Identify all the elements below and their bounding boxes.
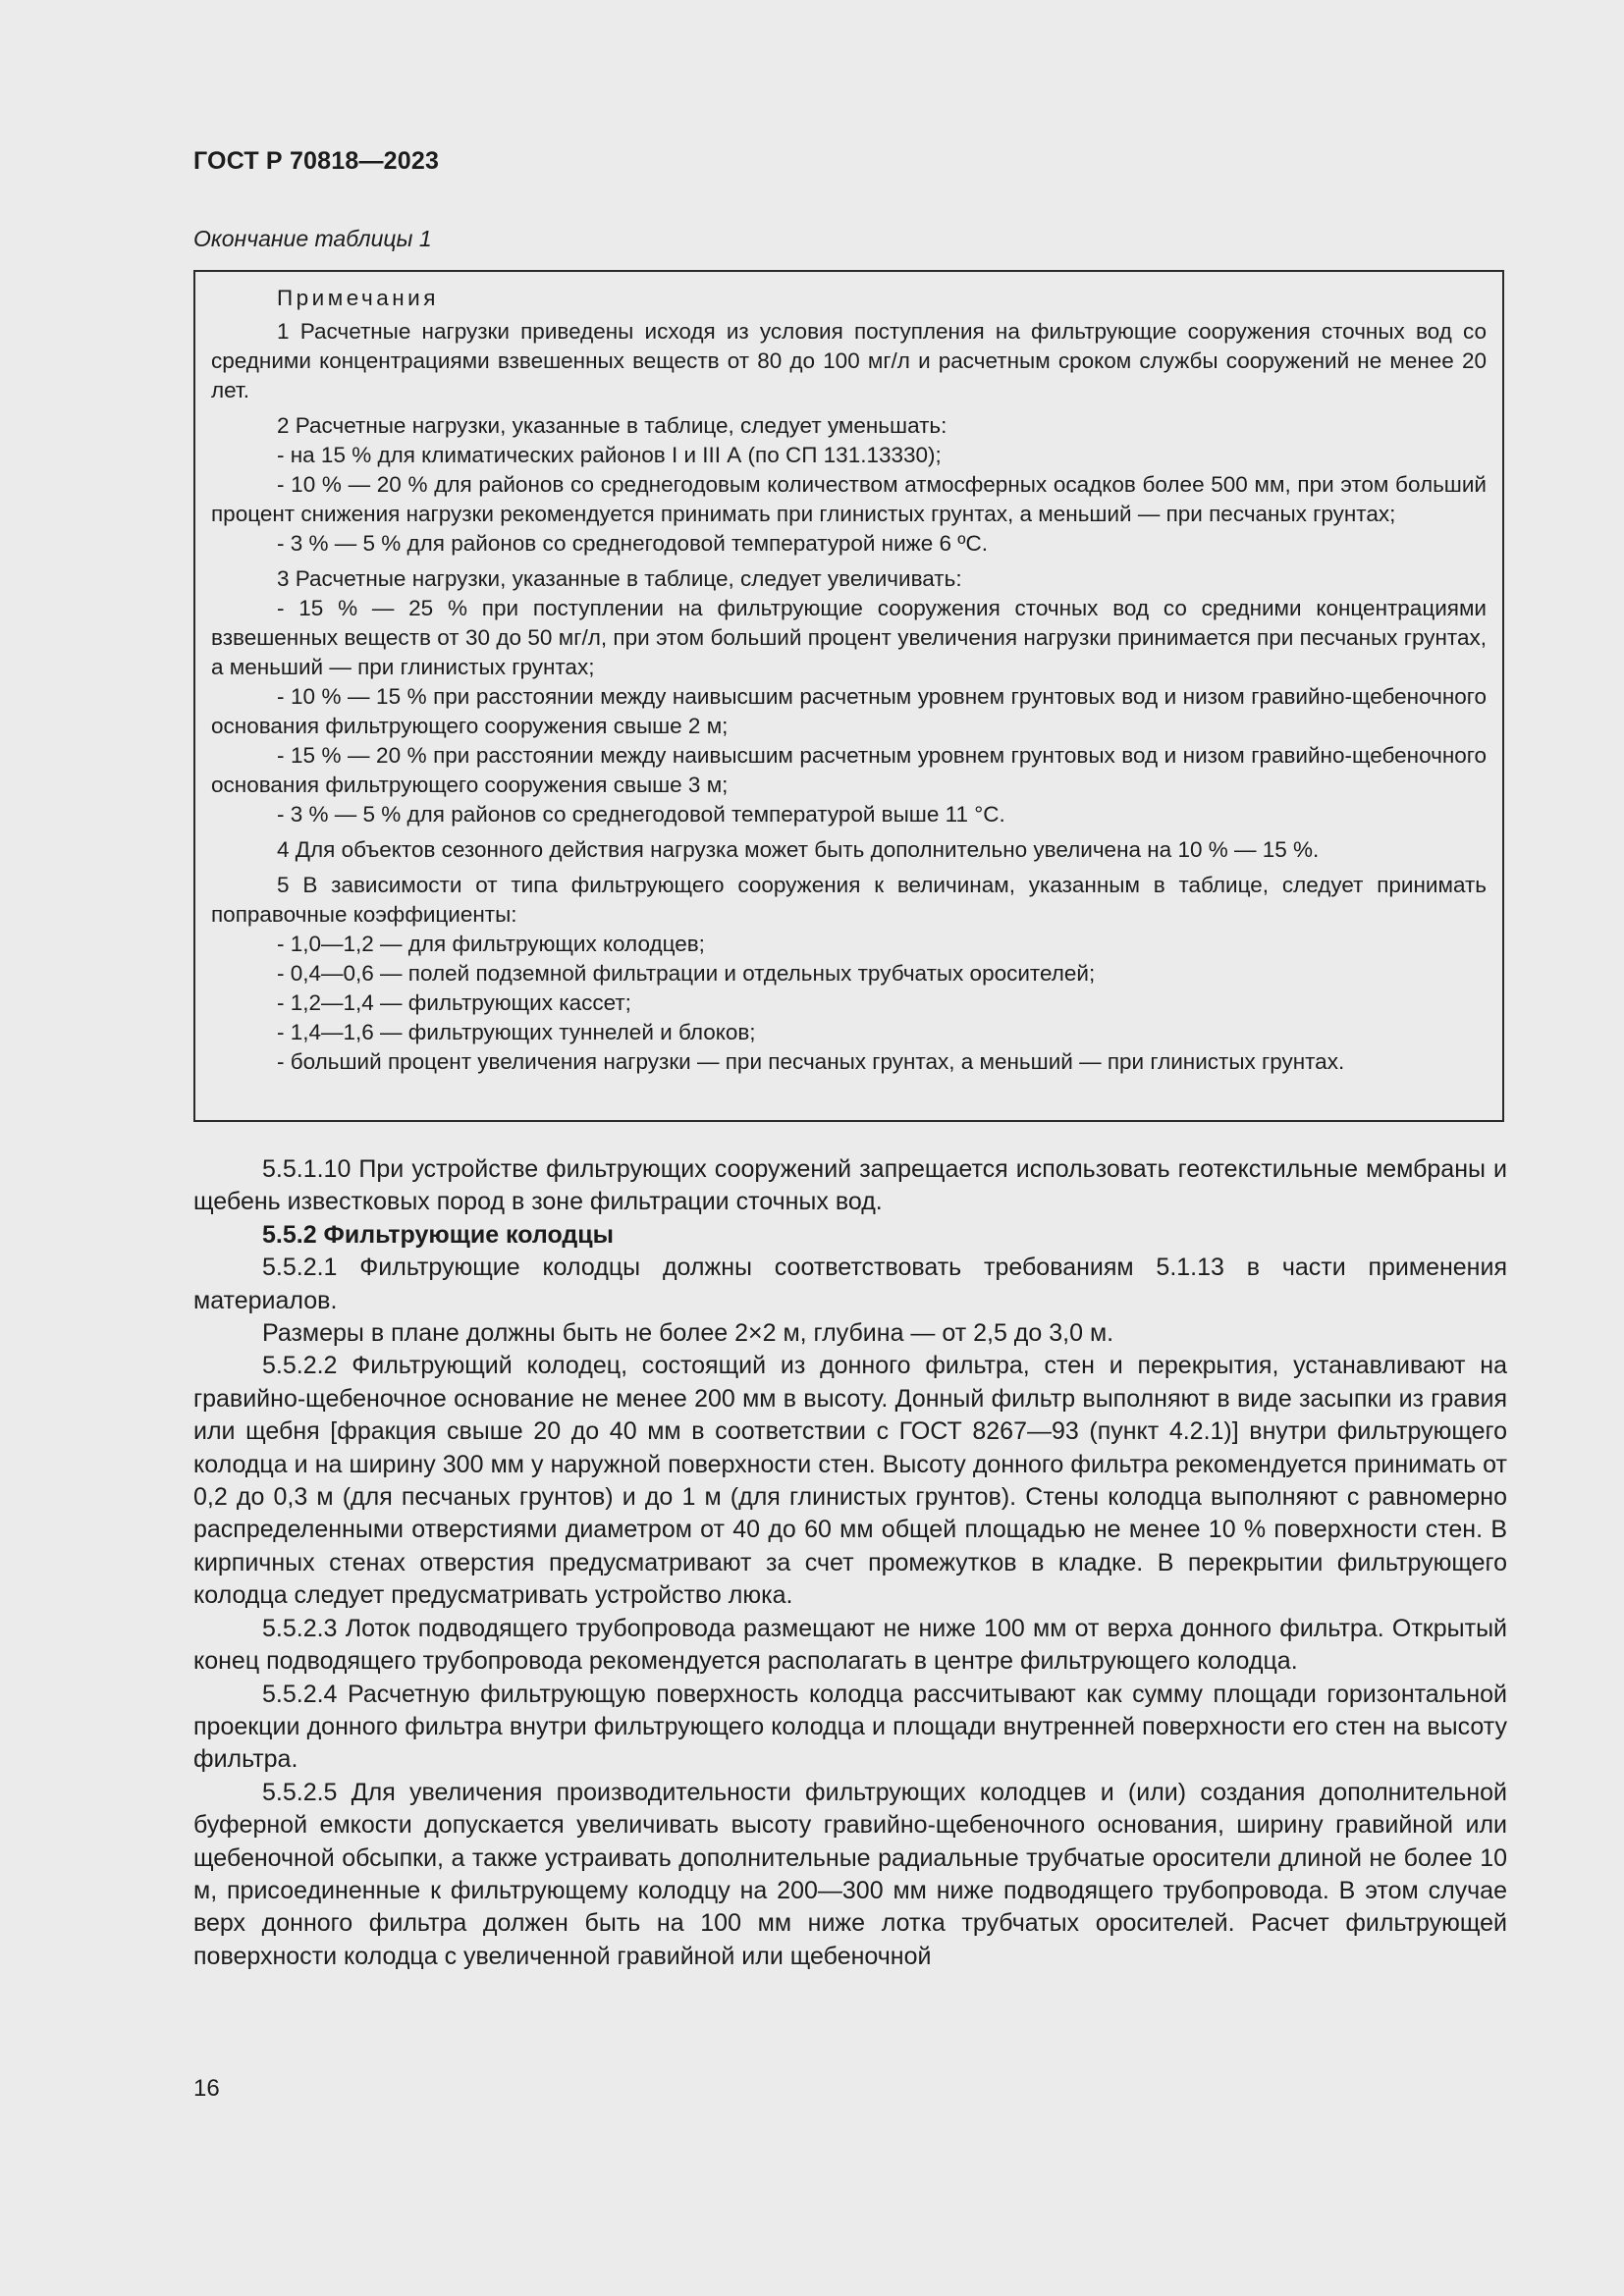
table-caption: Окончание таблицы 1 — [193, 226, 432, 251]
note-item: - 3 % — 5 % для районов со среднегодовой температурой ниже 6 ºС. — [277, 531, 988, 556]
note-item: - 10 % — 20 % для районов со среднегодовым количеством атмосферных осадков более 500 мм, при этом больший процент снижения нагрузки рекомендуется принимать при глинистых грунтах, а меньший — при песчаных грунтах; — [211, 472, 1487, 526]
note-item: - 10 % — 15 % при расстоянии между наивысшим расчетным уровнем грунтовых вод и низом гравийно-щебеночного основания фильтрующего сооружения свыше 2 м; — [211, 684, 1487, 738]
note-item: - 1,0—1,2 — для фильтрующих колодцев; — [277, 932, 705, 956]
paragraph: 5.5.2.5 Для увеличения производительности фильтрующих колодцев и (или) создания дополнительной буферной емкости допускается увеличивать высоту гравийно-щебеночного основания, ширину гравийной или щебеночной обсыпки, а также устраивать дополнительные радиальные трубчатые оросители длиной не более 10 м, присоединенные к фильтрующему колодцу на 200—300 мм ниже подводящего трубопровода. В этом случае верх донного фильтра должен быть на 100 мм ниже лотка трубчатых оросителей. Расчет фильтрующей поверхности колодца с увеличенной гравийной или щебеночной — [193, 1778, 1507, 1970]
paragraph: 5.5.2.1 Фильтрующие колодцы должны соответствовать требованиям 5.1.13 в части применения материалов. — [193, 1254, 1507, 1314]
note-item: - 1,2—1,4 — фильтрующих кассет; — [277, 990, 631, 1015]
notes-title: Примечания — [277, 286, 439, 310]
note-item: 1 Расчетные нагрузки приведены исходя из условия поступления на фильтрующие сооружения сточных вод со средними концентрациями взвешенных веществ от 80 до 100 мг/л и расчетным сроком службы сооружений не менее 20 лет. — [211, 319, 1487, 402]
body-text — [193, 1153, 1507, 1973]
section-heading: 5.5.2 Фильтрующие колодцы — [262, 1220, 614, 1249]
paragraph: Размеры в плане должны быть не более 2×2 м, глубина — от 2,5 до 3,0 м. — [262, 1319, 1114, 1348]
paragraph: 5.5.2.4 Расчетную фильтрующую поверхность колодца рассчитывают как сумму площади горизонтальной проекции донного фильтра внутри фильтрующего колодца и площади внутренней поверхности его стен на высоту фильтра. — [193, 1680, 1507, 1774]
note-item: - 3 % — 5 % для районов со среднегодовой температурой выше 11 °С. — [277, 802, 1005, 827]
note-item: 3 Расчетные нагрузки, указанные в таблице, следует увеличивать: — [277, 566, 962, 591]
notes-box — [193, 270, 1504, 1122]
note-item: - больший процент увеличения нагрузки — при песчаных грунтах, а меньший — при глинистых грунтах. — [277, 1049, 1345, 1074]
note-item: - 1,4—1,6 — фильтрующих туннелей и блоков; — [277, 1020, 756, 1044]
document-id: ГОСТ Р 70818—2023 — [193, 147, 440, 175]
paragraph: 5.5.2.3 Лоток подводящего трубопровода размещают не ниже 100 мм от верха донного фильтра. Открытый конец подводящего трубопровода рекомендуется располагать в центре фильтрующего колодца. — [193, 1614, 1507, 1676]
note-item: - 0,4—0,6 — полей подземной фильтрации и отдельных трубчатых оросителей; — [277, 961, 1096, 986]
paragraph: 5.5.2.2 Фильтрующий колодец, состоящий из донного фильтра, стен и перекрытия, устанавливают на гравийно-щебеночное основание не менее 200 мм в высоту. Донный фильтр выполняют в виде засыпки из гравия или щебня [фракция свыше 20 до 40 мм в соответствии с ГОСТ 8267—93 (пункт 4.2.1)] внутри фильтрующего колодца и на ширину 300 мм у наружной поверхности стен. Высоту донного фильтра рекомендуется принимать от 0,2 до 0,3 м (для песчаных грунтов) и до 1 м (для глинистых грунтов). Стены колодца выполняют с равномерно распределенными отверстиями диаметром от 40 до 60 мм общей площадью не менее 10 % поверхности стен. В кирпичных стенах отверстия предусматривают за счет промежутков в кладке. В перекрытии фильтрующего колодца следует предусматривать устройство люка. — [193, 1352, 1507, 1610]
note-item: 5 В зависимости от типа фильтрующего сооружения к величинам, указанным в таблице, следует принимать поправочные коэффициенты: — [211, 873, 1487, 927]
paragraph: 5.5.1.10 При устройстве фильтрующих сооружений запрещается использовать геотекстильные мембраны и щебень известковых пород в зоне фильтрации сточных вод. — [193, 1155, 1507, 1216]
page-number: 16 — [193, 2075, 220, 2102]
note-item: 2 Расчетные нагрузки, указанные в таблице, следует уменьшать: — [277, 413, 947, 438]
note-item: - 15 % — 20 % при расстоянии между наивысшим расчетным уровнем грунтовых вод и низом гравийно-щебеночного основания фильтрующего сооружения свыше 3 м; — [211, 743, 1487, 797]
note-item: 4 Для объектов сезонного действия нагрузка может быть дополнительно увеличена на 10 % — 15 %. — [277, 837, 1320, 862]
note-item: - на 15 % для климатических районов I и III А (по СП 131.13330); — [277, 443, 942, 467]
note-item: - 15 % — 25 % при поступлении на фильтрующие сооружения сточных вод со средними концентрациями взвешенных веществ от 30 до 50 мг/л, при этом больший процент увеличения нагрузки принимается при песчаных грунтах, а меньший — при глинистых грунтах; — [211, 596, 1487, 679]
